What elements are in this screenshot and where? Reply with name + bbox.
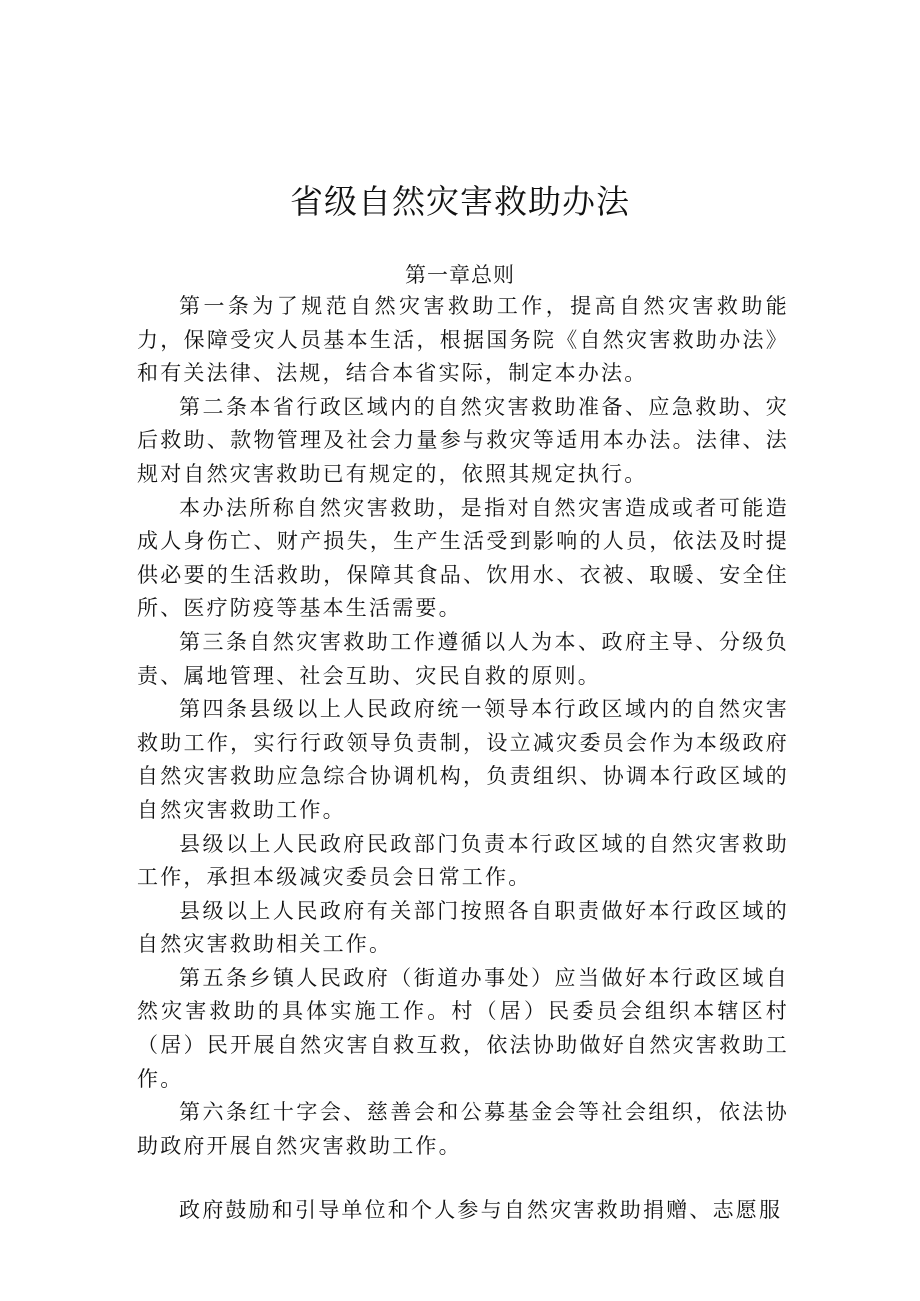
article-2-paragraph: 第二条本省行政区域内的自然灾害救助准备、应急救助、灾后救助、款物管理及社会力量参与救灾等适用本办法。法律、法规对自然灾害救助已有规定的，依照其规定执行。 [137,394,789,486]
article-3-paragraph: 第三条自然灾害救助工作遵循以人为本、政府主导、分级负责、属地管理、社会互助、灾民自救的原则。 [137,629,789,688]
relief-definition-paragraph: 本办法所称自然灾害救助，是指对自然灾害造成或者可能造成人身伤亡、财产损失，生产生活受到影响的人员，依法及时提供必要的生活救助，保障其食品、饮用水、衣被、取暖、安全住所、医疗防疫等基本生活需要。 [137,495,789,621]
chapter-heading: 第一章总则 [405,263,515,287]
article-5-paragraph: 第五条乡镇人民政府（街道办事处）应当做好本行政区域自然灾害救助的具体实施工作。村（居）民委员会组织本辖区村（居）民开展自然灾害自救互救，依法协助做好自然灾害救助工作。 [137,965,789,1091]
article-4-paragraph: 第四条县级以上人民政府统一领导本行政区域内的自然灾害救助工作，实行行政领导负责制，设立减灾委员会作为本级政府自然灾害救助应急综合协调机构，负责组织、协调本行政区域的自然灾害救助工作。 [137,697,789,822]
article-1-paragraph: 第一条为了规范自然灾害救助工作，提高自然灾害救助能力，保障受灾人员基本生活，根据国务院《自然灾害救助办法》和有关法律、法规，结合本省实际，制定本办法。 [137,294,789,386]
article-6-paragraph: 第六条红十字会、慈善会和公募基金会等社会组织，依法协助政府开展自然灾害救助工作。 [137,1100,789,1158]
civil-affairs-paragraph: 县级以上人民政府民政部门负责本行政区域的自然灾害救助工作，承担本级减灾委员会日常工作。 [137,831,789,890]
related-departments-paragraph: 县级以上人民政府有关部门按照各自职责做好本行政区域的自然灾害救助相关工作。 [137,898,789,957]
encouragement-paragraph: 政府鼓励和引导单位和个人参与自然灾害救助捐赠、志愿服 [179,1198,783,1223]
document-title: 省级自然灾害救助办法 [290,182,630,221]
document-body [137,290,789,1228]
